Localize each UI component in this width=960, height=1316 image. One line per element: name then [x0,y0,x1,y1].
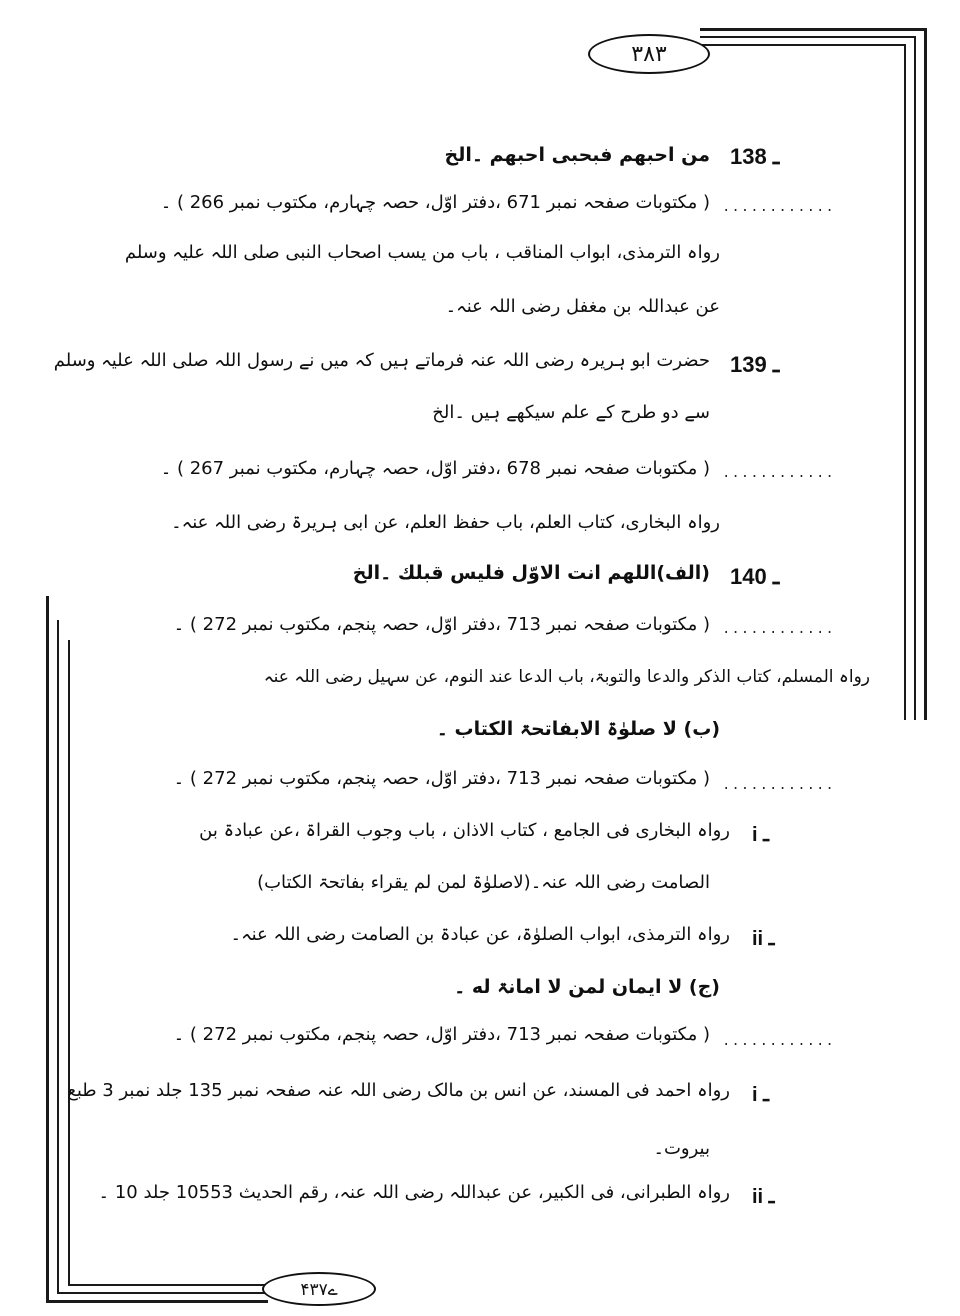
sub-heading-bay: (ب) لا صلوٰۃ الابفاتحۃ الكتاب ۔ [436,718,720,740]
frame-rule [68,640,70,1285]
frame-rule [924,28,927,720]
entry-heading: من احبهم فبحبی احبهم ۔الخ [444,144,710,166]
frame-rule [46,596,49,1302]
page-number-bottom-text: ۴۳۷ے [300,1279,338,1300]
source-line: رواہ المسلم، کتاب الذکر والدعا والتوبۃ، باب الدعا عند النوم، عن سہیل رضی اللہ عنہ [263,667,870,687]
frame-rule [700,36,916,38]
reference-line: ( مکتوبات صفحہ نمبر 671 ،دفتر اوّل، حصہ چہارم، مکتوب نمبر 266 ) ۔ [160,192,710,213]
item-marker: ii ـ [752,1186,775,1208]
frame-rule [904,44,906,720]
source-line: رواہ البخاری، کتاب العلم، باب حفظ العلم، عن ابی ہریرۃ رضی اللہ عنہ۔ [171,512,720,533]
source-line: عن عبداللہ بن مغفل رضی اللہ عنہ۔ [445,296,720,317]
frame-rule [46,1300,268,1303]
dotted-leader: ............ [722,622,835,638]
entry-number: 139 ـ [730,352,780,377]
source-line: رواہ الترمذی، ابواب المناقب ، باب من یسب اصحاب النبی صلی اللہ علیہ وسلم [124,242,720,263]
item-marker: i ـ [752,824,769,846]
dotted-leader: ............ [722,200,835,216]
item-text: بیروت۔ [653,1138,710,1159]
frame-rule [700,28,927,31]
frame-rule [68,1284,268,1286]
entry-text: سے دو طرح کے علم سیکھے ہیں ۔الخ [432,402,710,423]
page-number-bottom [262,1272,376,1306]
reference-line: ( مکتوبات صفحہ نمبر 713 ،دفتر اوّل، حصہ پنجم، مکتوب نمبر 272 ) ۔ [173,768,710,789]
reference-line: ( مکتوبات صفحہ نمبر 713 ،دفتر اوّل، حصہ پنجم، مکتوب نمبر 272 ) ۔ [173,614,710,635]
item-text: رواہ احمد فی المسند، عن انس بن مالک رضی اللہ عنہ صفحہ نمبر 135 جلد نمبر 3 طبع [67,1080,730,1101]
page-number-top-text: ٣٨٣ [631,41,667,67]
dotted-leader: ............ [722,1034,835,1050]
dotted-leader: ............ [722,778,835,794]
entry-number: 138 ـ [730,144,780,169]
frame-rule [57,620,59,1294]
reference-line: ( مکتوبات صفحہ نمبر 678 ،دفتر اوّل، حصہ چہارم، مکتوب نمبر 267 ) ۔ [160,458,710,479]
frame-rule [57,1292,268,1294]
item-text: الصامت رضی اللہ عنہ۔(لاصلوٰۃ لمن لم یقراء بفاتحۃ الکتاب) [257,872,710,893]
sub-heading-jeem: (ج) لا ایمان لمن لا امانۃ له ۔ [454,976,720,998]
item-text: رواہ الترمذی، ابواب الصلوٰۃ، عن عبادۃ بن الصامت رضی اللہ عنہ۔ [230,924,730,945]
reference-line: ( مکتوبات صفحہ نمبر 713 ،دفتر اوّل، حصہ پنجم، مکتوب نمبر 272 ) ۔ [173,1024,710,1045]
sub-heading-alif: (الف)اللهم انت الاوّل فليس قبلك ۔الخ [352,562,710,584]
frame-rule [914,36,916,720]
entry-text: حضرت ابو ہریرہ رضی اللہ عنہ فرماتے ہیں کہ میں نے رسول اللہ صلی اللہ علیہ وسلم [53,350,710,371]
item-marker: i ـ [752,1084,769,1106]
item-text: رواہ الطبرانی، فی الکبیر، عن عبداللہ رضی اللہ عنہ، رقم الحدیث 10553 جلد 10 ۔ [98,1182,730,1203]
frame-rule [700,44,906,46]
item-text: رواہ البخاری فی الجامع ، کتاب الاذان ، باب وجوب القراۃ ،عن عبادۃ بن [199,820,730,841]
item-marker: ii ـ [752,928,775,950]
entry-number: 140 ـ [730,564,780,589]
page-number-top [588,34,710,74]
dotted-leader: ............ [722,466,835,482]
